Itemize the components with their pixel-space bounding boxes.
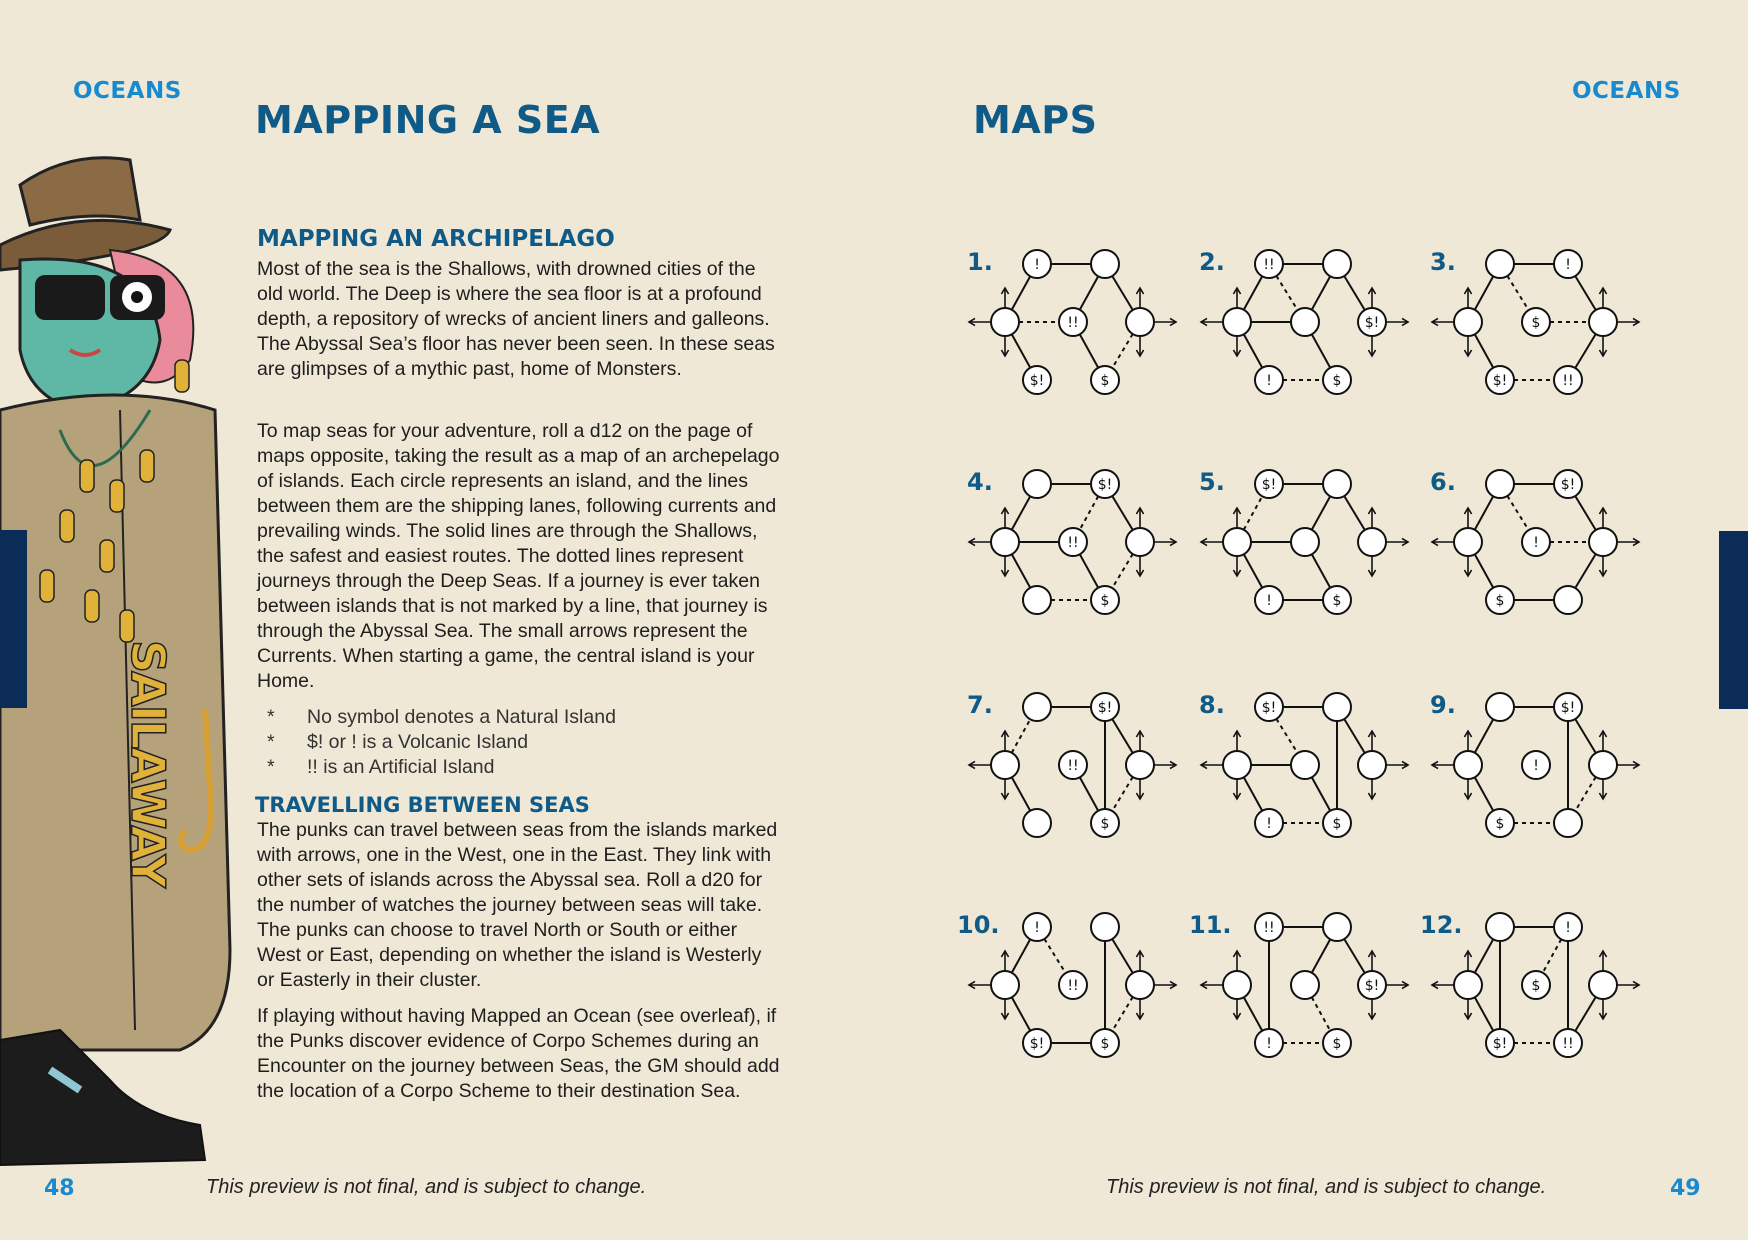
island-symbol: ! <box>1266 373 1272 389</box>
shallow-lane <box>1012 777 1030 810</box>
paragraph-travelling-1: The punks can travel between seas from the islands marked with arrows, one in the West, one in the East. They link with other sets of islands across the Abyssal sea. Roll a d20 for the number of watches the journey between seas will take. The punks can choose to travel North or South or either West or East, depending on whether the island is Westerly or Easterly in their cluster. <box>257 819 778 991</box>
archipelago-maps-grid <box>874 210 1748 1110</box>
island-symbol: $! <box>1492 1036 1508 1052</box>
map-2 <box>1199 248 1408 394</box>
map-8 <box>1199 691 1408 837</box>
island-node <box>1126 751 1154 779</box>
deep-lane <box>1044 939 1065 973</box>
island-symbol: $ <box>1531 978 1541 994</box>
shallow-lane <box>1344 939 1365 973</box>
shallow-lane <box>1112 719 1133 753</box>
shallow-lane <box>1012 496 1030 529</box>
deep-lane <box>1507 276 1528 310</box>
island-symbol: !! <box>1067 315 1079 331</box>
shallow-lane <box>1012 334 1030 367</box>
running-head-left: OCEANS <box>73 78 182 104</box>
maps-title: MAPS <box>973 98 1098 142</box>
shallow-lane <box>1012 276 1030 309</box>
island-symbol: !! <box>1263 920 1275 936</box>
map-label: 2. <box>1199 248 1225 276</box>
island-symbol: $ <box>1332 1036 1342 1052</box>
shallow-lane <box>1312 334 1330 367</box>
map-label: 6. <box>1430 468 1456 496</box>
shallow-lane <box>1080 276 1098 309</box>
shallow-lane <box>1475 719 1493 752</box>
map-10 <box>957 911 1176 1057</box>
island-node <box>1126 971 1154 999</box>
island-node <box>1126 528 1154 556</box>
shallow-lane <box>1344 276 1365 310</box>
island-symbol: ! <box>1266 1036 1272 1052</box>
sailor-illustration <box>0 150 245 1170</box>
page-number-right: 49 <box>1670 1176 1701 1201</box>
shallow-lane <box>1312 276 1330 309</box>
map-label: 7. <box>967 691 993 719</box>
shallow-lane <box>1475 777 1493 810</box>
map-11 <box>1189 911 1408 1057</box>
shallow-lane <box>1312 554 1330 587</box>
island-symbol: ! <box>1533 758 1539 774</box>
island-symbol: $! <box>1364 315 1380 331</box>
shallow-lane <box>1112 939 1133 973</box>
island-node <box>1223 751 1251 779</box>
paragraph-archipelago-2: To map seas for your adventure, roll a d12 on the page of maps opposite, taking the result as a map of an archepelago of islands. Each circle represents an island, and the lines between them are the shipping lanes, following currents and prevailing winds. The solid lines are through the Shallows, the safest and easiest routes. The dotted lines represent journeys through the Deep Seas. If a journey is ever taken between islands that is not marked by a line, that journey is through the Abyssal Sea. The small arrows represent the Currents. When starting a game, the central island is your Home. <box>257 420 780 692</box>
island-symbol: $! <box>1560 477 1576 493</box>
chapter-tab-right <box>1719 531 1748 709</box>
island-node <box>1486 470 1514 498</box>
island-symbol: !! <box>1562 1036 1574 1052</box>
island-node <box>1454 528 1482 556</box>
shallow-lane <box>1112 496 1133 530</box>
map-label: 1. <box>967 248 993 276</box>
map-label: 12. <box>1420 911 1463 939</box>
island-node <box>1291 971 1319 999</box>
list-item: * !! is an Artificial Island <box>267 756 495 778</box>
island-symbol: $! <box>1261 700 1277 716</box>
deep-lane <box>1080 496 1098 529</box>
island-node <box>1323 693 1351 721</box>
shallow-lane <box>1475 276 1493 309</box>
shallow-lane <box>1475 496 1493 529</box>
shallow-lane <box>1475 554 1493 587</box>
shallow-lane <box>1244 997 1262 1030</box>
map-6 <box>1430 468 1639 614</box>
island-node <box>1554 809 1582 837</box>
island-node <box>1291 308 1319 336</box>
paragraph-archipelago-1: Most of the sea is the Shallows, with drowned cities of the old world. The Deep is where the sea floor is at a profound depth, a repository of wrecks of ancient liners and galleons. The Abyssal Sea’s floor has never been seen. In these seas are glimpses of a mythic past, home of Monsters. <box>257 258 775 380</box>
island-node <box>1323 913 1351 941</box>
shallow-lane <box>1080 554 1098 587</box>
chapter-tab-left <box>0 530 27 708</box>
map-label: 5. <box>1199 468 1225 496</box>
right-page <box>874 0 1748 1240</box>
deep-lane <box>1112 997 1133 1031</box>
island-symbol: $! <box>1029 373 1045 389</box>
island-symbol: ! <box>1266 816 1272 832</box>
shallow-lane <box>1312 496 1330 529</box>
island-node <box>1223 308 1251 336</box>
island-symbol: $! <box>1560 700 1576 716</box>
island-node <box>1291 528 1319 556</box>
shallow-lane <box>1080 334 1098 367</box>
island-symbol: ! <box>1266 593 1272 609</box>
island-node <box>1091 913 1119 941</box>
shallow-lane <box>1475 334 1493 367</box>
island-node <box>1126 308 1154 336</box>
island-symbol: $ <box>1100 1036 1110 1052</box>
island-node <box>1291 751 1319 779</box>
deep-lane <box>1112 554 1133 588</box>
shallow-lane <box>1080 777 1098 810</box>
island-symbol: !! <box>1067 535 1079 551</box>
shallow-lane <box>1244 554 1262 587</box>
island-symbol: ! <box>1565 920 1571 936</box>
map-label: 4. <box>967 468 993 496</box>
island-symbol: ! <box>1034 257 1040 273</box>
shallow-lane <box>1575 997 1596 1031</box>
island-symbol: $ <box>1100 816 1110 832</box>
island-type-list <box>267 705 616 780</box>
island-symbol: $! <box>1029 1036 1045 1052</box>
footer-note-left: This preview is not final, and is subject to change. <box>206 1176 647 1198</box>
deep-lane <box>1507 496 1528 530</box>
island-node <box>1486 693 1514 721</box>
island-node <box>1091 250 1119 278</box>
island-symbol: $ <box>1495 593 1505 609</box>
island-node <box>1023 470 1051 498</box>
deep-lane <box>1276 719 1297 753</box>
island-symbol: $! <box>1364 978 1380 994</box>
island-symbol: $ <box>1531 315 1541 331</box>
map-3 <box>1430 248 1639 394</box>
running-head-right: OCEANS <box>1572 78 1681 104</box>
deep-lane <box>1012 719 1030 752</box>
island-node <box>991 528 1019 556</box>
island-symbol: !! <box>1067 978 1079 994</box>
island-node <box>991 751 1019 779</box>
island-symbol: ! <box>1533 535 1539 551</box>
island-node <box>1454 308 1482 336</box>
island-node <box>1023 809 1051 837</box>
shallow-lane <box>1475 939 1493 972</box>
island-symbol: $ <box>1495 816 1505 832</box>
shallow-lane <box>1575 496 1596 530</box>
illustration-lettering: SAILAWAY <box>121 640 175 886</box>
shallow-lane <box>1344 719 1365 753</box>
section-heading-archipelago: MAPPING AN ARCHIPELAGO <box>257 226 615 252</box>
island-node <box>1323 250 1351 278</box>
shallow-lane <box>1575 276 1596 310</box>
island-symbol: !! <box>1067 758 1079 774</box>
map-label: 9. <box>1430 691 1456 719</box>
map-label: 10. <box>957 911 1000 939</box>
map-5 <box>1199 468 1408 614</box>
island-symbol: $ <box>1332 816 1342 832</box>
island-node <box>991 308 1019 336</box>
shallow-lane <box>1244 276 1262 309</box>
page-title: MAPPING A SEA <box>255 98 601 142</box>
map-label: 11. <box>1189 911 1232 939</box>
island-node <box>1589 751 1617 779</box>
island-symbol: ! <box>1034 920 1040 936</box>
island-symbol: $! <box>1261 477 1277 493</box>
shallow-lane <box>1012 997 1030 1030</box>
page-number-left: 48 <box>44 1176 75 1201</box>
island-node <box>1454 971 1482 999</box>
map-1 <box>967 248 1176 394</box>
shallow-lane <box>1575 719 1596 753</box>
island-symbol: $! <box>1097 477 1113 493</box>
deep-lane <box>1312 997 1330 1030</box>
island-symbol: $ <box>1100 593 1110 609</box>
shallow-lane <box>1575 554 1596 588</box>
shallow-lane <box>1244 777 1262 810</box>
island-node <box>1323 470 1351 498</box>
map-label: 3. <box>1430 248 1456 276</box>
island-node <box>1023 586 1051 614</box>
island-symbol: $ <box>1332 593 1342 609</box>
shallow-lane <box>1475 997 1493 1030</box>
list-item: * No symbol denotes a Natural Island <box>267 706 616 728</box>
deep-lane <box>1543 939 1561 972</box>
island-node <box>1223 971 1251 999</box>
footer-note-right: This preview is not final, and is subject to change. <box>1106 1176 1547 1198</box>
island-symbol: !! <box>1562 373 1574 389</box>
island-node <box>1589 308 1617 336</box>
island-symbol: $ <box>1100 373 1110 389</box>
map-4 <box>967 468 1176 614</box>
island-node <box>1589 971 1617 999</box>
map-label: 8. <box>1199 691 1225 719</box>
shallow-lane <box>1012 939 1030 972</box>
island-symbol: !! <box>1263 257 1275 273</box>
deep-lane <box>1244 496 1262 529</box>
deep-lane <box>1276 276 1297 310</box>
section-heading-travelling: TRAVELLING BETWEEN SEAS <box>255 793 590 817</box>
island-node <box>1358 751 1386 779</box>
island-node <box>1023 693 1051 721</box>
island-node <box>1486 250 1514 278</box>
island-node <box>991 971 1019 999</box>
island-symbol: $! <box>1492 373 1508 389</box>
map-12 <box>1420 911 1639 1057</box>
paragraph-travelling-2: If playing without having Mapped an Ocean (see overleaf), if the Punks discover evidence of Corpo Schemes during an Encounter on the journey between Seas, the GM should add the location of a Corpo Scheme to their destination Sea. <box>257 1005 780 1102</box>
island-symbol: ! <box>1565 257 1571 273</box>
shallow-lane <box>1244 334 1262 367</box>
shallow-lane <box>1344 496 1365 530</box>
island-node <box>1223 528 1251 556</box>
island-node <box>1486 913 1514 941</box>
island-node <box>1358 528 1386 556</box>
island-node <box>1554 586 1582 614</box>
list-item: * $! or ! is a Volcanic Island <box>267 731 529 753</box>
shallow-lane <box>1112 276 1133 310</box>
shallow-lane <box>1312 777 1330 810</box>
island-node <box>1589 528 1617 556</box>
shallow-lane <box>1312 939 1330 972</box>
deep-lane <box>1112 777 1133 811</box>
island-symbol: $ <box>1332 373 1342 389</box>
deep-lane <box>1575 777 1596 811</box>
shallow-lane <box>1012 554 1030 587</box>
island-symbol: $! <box>1097 700 1113 716</box>
shallow-lane <box>1575 334 1596 368</box>
deep-lane <box>1112 334 1133 368</box>
map-9 <box>1430 691 1639 837</box>
map-7 <box>967 691 1176 837</box>
island-node <box>1454 751 1482 779</box>
